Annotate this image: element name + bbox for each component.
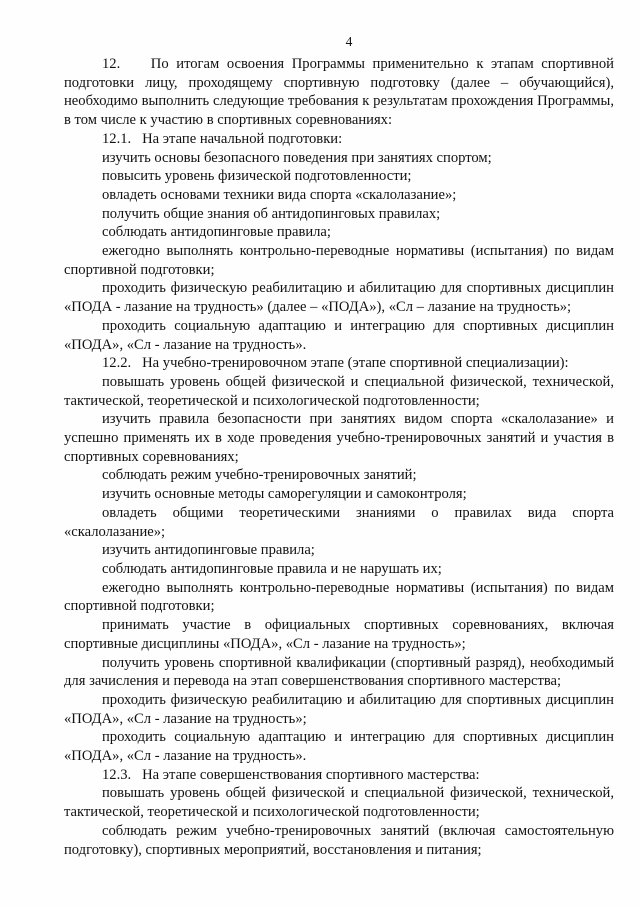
list-item: проходить физическую реабилитацию и абилитацию для спортивных дисциплин «ПОДА», «Сл - лазание на трудность»; xyxy=(64,691,614,727)
list-item: ежегодно выполнять контрольно-переводные нормативы (испытания) по видам спортивной подготовки; xyxy=(64,243,614,278)
list-item: соблюдать режим учебно-тренировочных занятий (включая самостоятельную подготовку), спортивных мероприятий, восстановления и питания; xyxy=(64,822,614,858)
list-item: изучить основы безопасного поведения при занятиях спортом; xyxy=(102,149,492,166)
list-item: изучить правила безопасности при занятиях видом спорта «скалолазание» и успешно применять их в ходе проведения учебно-тренировочных занятий и участия в спортивных соревнованиях; xyxy=(64,411,614,465)
list-item: повысить уровень физической подготовленности; xyxy=(102,168,412,185)
list-item: получить общие знания об антидопинговых правилах; xyxy=(102,205,441,222)
list-item: принимать участие в официальных спортивных соревнованиях, включая спортивные дисциплины «ПОДА», «Сл - лазание на трудность»; xyxy=(64,617,614,652)
list-item: овладеть общими теоретическими знаниями о правилах вида спорта «скалолазание»; xyxy=(64,504,614,540)
paragraph-12-intro: 12. По итогам освоения Программы применительно к этапам спортивной подготовки лицу, проходящему спортивную подготовку (далее – обучающийся), необходимо выполнить следующие требования к результатам прохождения Программы, в том числе к участию в спортивных соревнованиях: xyxy=(64,56,614,129)
list-item: получить уровень спортивной квалификации (спортивный разряд), необходимый для зачисления и перевода на этап совершенствования спортивного мастерства; xyxy=(64,654,614,690)
list-item: изучить основные методы саморегуляции и самоконтроля; xyxy=(102,486,467,503)
list-item: проходить физическую реабилитацию и абилитацию для спортивных дисциплин «ПОДА - лазание на трудность» (далее – «ПОДА»), «Сл – лазание на трудность»; xyxy=(64,280,614,316)
list-item: проходить социальную адаптацию и интеграцию для спортивных дисциплин «ПОДА», «Сл - лазание на трудность». xyxy=(64,729,614,765)
heading-12-2: 12.2. На учебно-тренировочном этапе (этапе спортивной специализации): xyxy=(102,355,569,372)
list-item: проходить социальную адаптацию и интеграцию для спортивных дисциплин «ПОДА», «Сл - лазание на трудность». xyxy=(64,317,614,353)
list-item: повышать уровень общей физической и специальной физической, технической, тактической, теоретической и психологической подготовленности; xyxy=(64,373,614,409)
list-item: повышать уровень общей физической и специальной физической, технической, тактической, теоретической и психологической подготовленности; xyxy=(64,785,614,821)
heading-12-1: 12.1. На этапе начальной подготовки: xyxy=(102,130,343,147)
list-item: изучить антидопинговые правила; xyxy=(102,542,315,559)
list-item: соблюдать антидопинговые правила и не нарушать их; xyxy=(102,560,442,577)
list-item: ежегодно выполнять контрольно-переводные нормативы (испытания) по видам спортивной подготовки; xyxy=(64,579,614,615)
page-number: 4 xyxy=(345,34,353,49)
list-item: соблюдать антидопинговые правила; xyxy=(102,224,331,241)
list-item: овладеть основами техники вида спорта «скалолазание»; xyxy=(102,186,457,203)
heading-12-3: 12.3. На этапе совершенствования спортивного мастерства: xyxy=(102,766,480,783)
list-item: соблюдать режим учебно-тренировочных занятий; xyxy=(102,467,417,484)
